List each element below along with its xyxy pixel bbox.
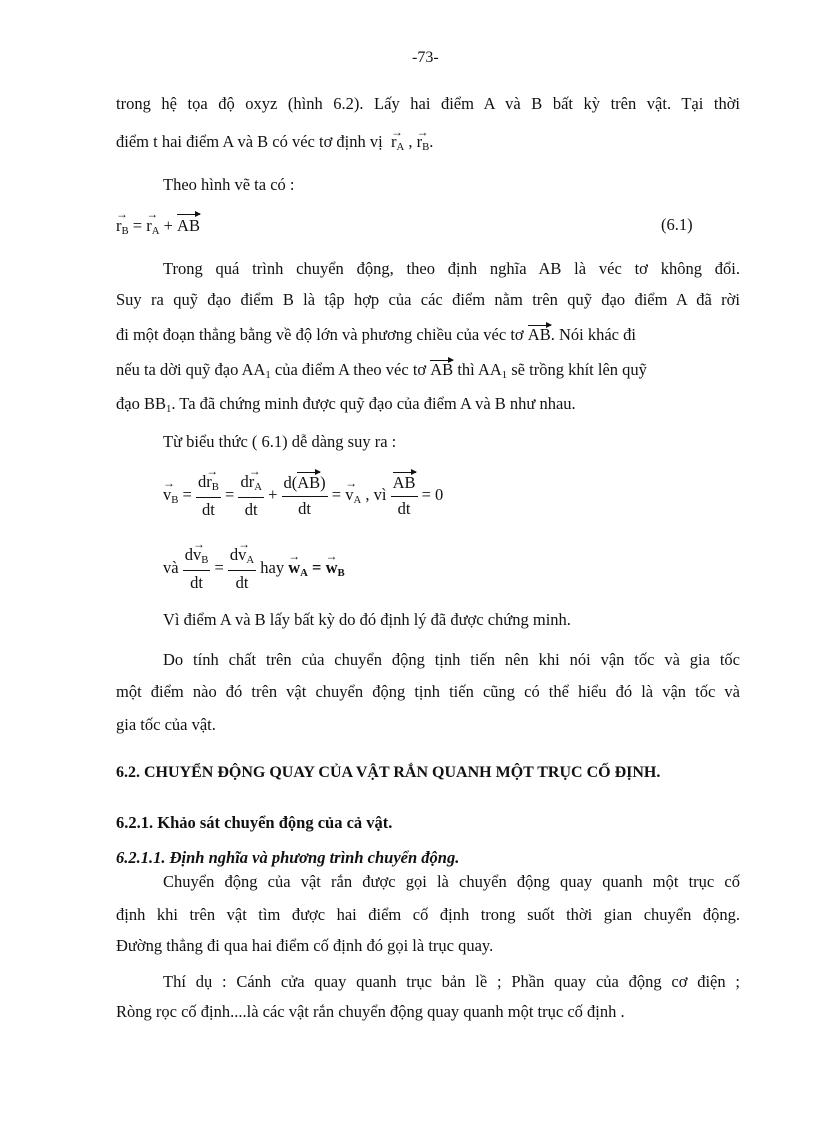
paragraph-line: Trong quá trình chuyển động, theo định nghĩa AB là véc tơ không đổi. [163,259,740,278]
subsubsection-heading: 6.2.1.1. Định nghĩa và phương trình chuyển động. [116,848,460,867]
subsection-heading: 6.2.1. Khảo sát chuyển động của cả vật. [116,813,393,832]
paragraph-line: Suy ra quỹ đạo điểm B là tập hợp của các điểm nằm trên quỹ đạo điểm A đã rời [116,290,740,309]
text-run: sẽ trồng khít lên quỹ [507,360,647,379]
paragraph-line: Theo hình vẽ ta có : [163,175,295,194]
equation-6-1: → $r_B$ = → $r_A$ + AB [116,216,200,237]
page-number: -73- [412,49,439,66]
paragraph-line: Vì điểm A và B lấy bất kỳ do đó định lý đã được chứng minh. [163,610,571,629]
math-ra: → $r_A$ , → $r_B$. [387,132,434,151]
text-run: hay [260,558,285,578]
paragraph-line: một điểm nào đó trên vật chuyển động tịnh tiến cũng có thể hiểu đó là vận tốc và [116,682,740,701]
equation-velocity: → $v_B$ = $\frac{d\to r_B}{dt}$ = $\frac{d\to r_A}{dt}$ + $\frac{d(AB)}{dt}$ = → $v_A$ , vì $\frac{AB}{dt}$ = 0 [163,473,443,519]
paragraph-line: đạo $BB_1$. Ta đã chứng minh được quỹ đạo của điểm A và B như nhau. [116,394,576,416]
text-run: của điểm A theo véc tơ [270,360,427,379]
section-heading: 6.2. CHUYỂN ĐỘNG QUAY CỦA VẬT RẮN QUANH MỘT TRỤC CỐ ĐỊNH. [116,764,661,781]
paragraph-line: Do tính chất trên của chuyển động tịnh tiến nên khi nói vận tốc và gia tốc [163,650,740,669]
paragraph-line: Ròng rọc cố định....là các vật rắn chuyển động quay quanh một trục cố định . [116,1002,625,1021]
text-run: thì AA [457,360,502,379]
paragraph-line: Từ biểu thức ( 6.1) dễ dàng suy ra : [163,432,397,451]
text-run: nếu ta dời quỹ đạo AA [116,360,266,379]
paragraph-line: Chuyển động của vật rắn được gọi là chuyển động quay quanh một trục cố [163,872,740,891]
paragraph-line: gia tốc của vật. [116,715,216,734]
paragraph-line: Đường thẳng đi qua hai điểm cố định đó gọi là trục quay. [116,936,494,955]
paragraph-line [116,327,740,344]
vector-ab: AB [430,360,454,379]
equation-label: (6.1) [661,215,693,234]
paragraph-line [116,134,433,153]
text-run: và [163,558,179,578]
paragraph-line: định khi trên vật tìm được hai điểm cố định trong suốt thời gian chuyển động. [116,905,740,924]
text-run: đạo BB [116,394,166,413]
paragraph-line: Thí dụ : Cánh cửa quay quanh trục bản lề ; Phần quay của động cơ điện ; [163,972,740,991]
text-run: . Nói khác đi [550,325,636,344]
paragraph-line: nếu ta dời quỹ đạo $AA_1$ của điểm A theo véc tơ AB thì $AA_1$ sẽ trồng khít lên quỹ [116,360,647,382]
text-run: , vì [365,485,387,505]
paragraph-line: trong hệ tọa độ oxyz (hình 6.2). Lấy hai điểm A và B bất kỳ trên vật. Tại thời [116,94,740,113]
text-run: đi một đoạn thẳng bằng về độ lớn và phương chiều của véc tơ [116,325,524,344]
text-run: điểm t hai điểm A và B có véc tơ định vị [116,132,383,151]
equation-acceleration: và $\frac{d\to v_B}{dt}$ = $\frac{d\to v_A}{dt}$ hay → $w_A$ = → $w_B$ [163,546,345,592]
vector-ab: AB [527,325,551,344]
text-run: . Ta đã chứng minh được quỹ đạo của điểm A và B như nhau. [171,394,576,413]
